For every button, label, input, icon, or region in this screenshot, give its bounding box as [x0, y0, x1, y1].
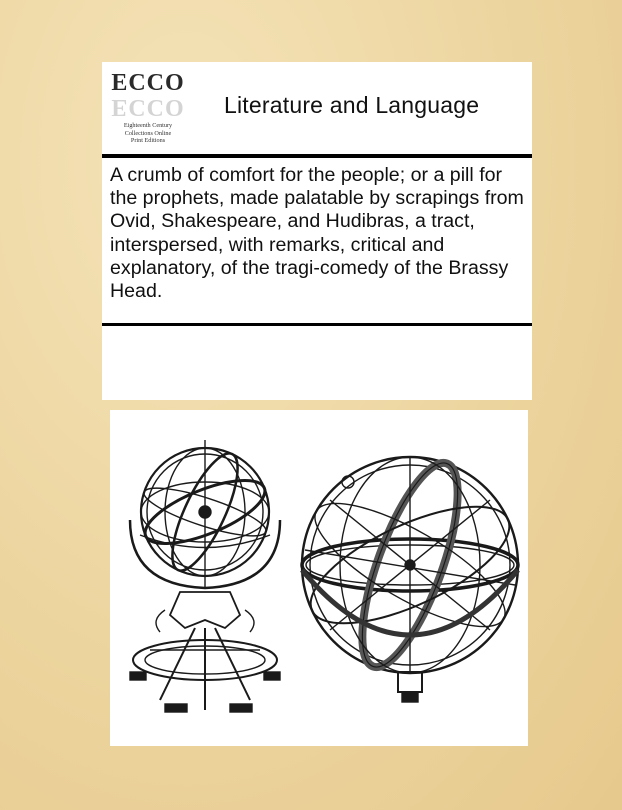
book-title: A crumb of comfort for the people; or a pill for the prophets, made palatable by scrapings from Ovid, Shakespeare, and Hudibras, a tract, interspersed, with remarks, critical and explanatory, of the tragi-comedy of the Brassy Head. [110, 164, 524, 303]
header [102, 62, 532, 152]
category-heading: Literature and Language [224, 92, 480, 118]
logo-caption-line: Eighteenth Century [123, 122, 173, 129]
logo-caption-line: Collections Online [124, 129, 172, 137]
illustration-plate [110, 410, 528, 746]
ecco-logo [110, 70, 186, 150]
logo-letters: ECCO [111, 70, 185, 96]
cover-panel [102, 62, 532, 400]
logo-caption-line: Print Editions [130, 137, 166, 145]
divider-top [102, 154, 532, 158]
logo-caption [110, 122, 186, 145]
divider-bottom [102, 323, 532, 326]
armillary-sphere-globe-icon [295, 453, 525, 702]
logo-reflection: ECCO [111, 94, 185, 120]
armillary-sphere-stand-icon [130, 440, 280, 712]
